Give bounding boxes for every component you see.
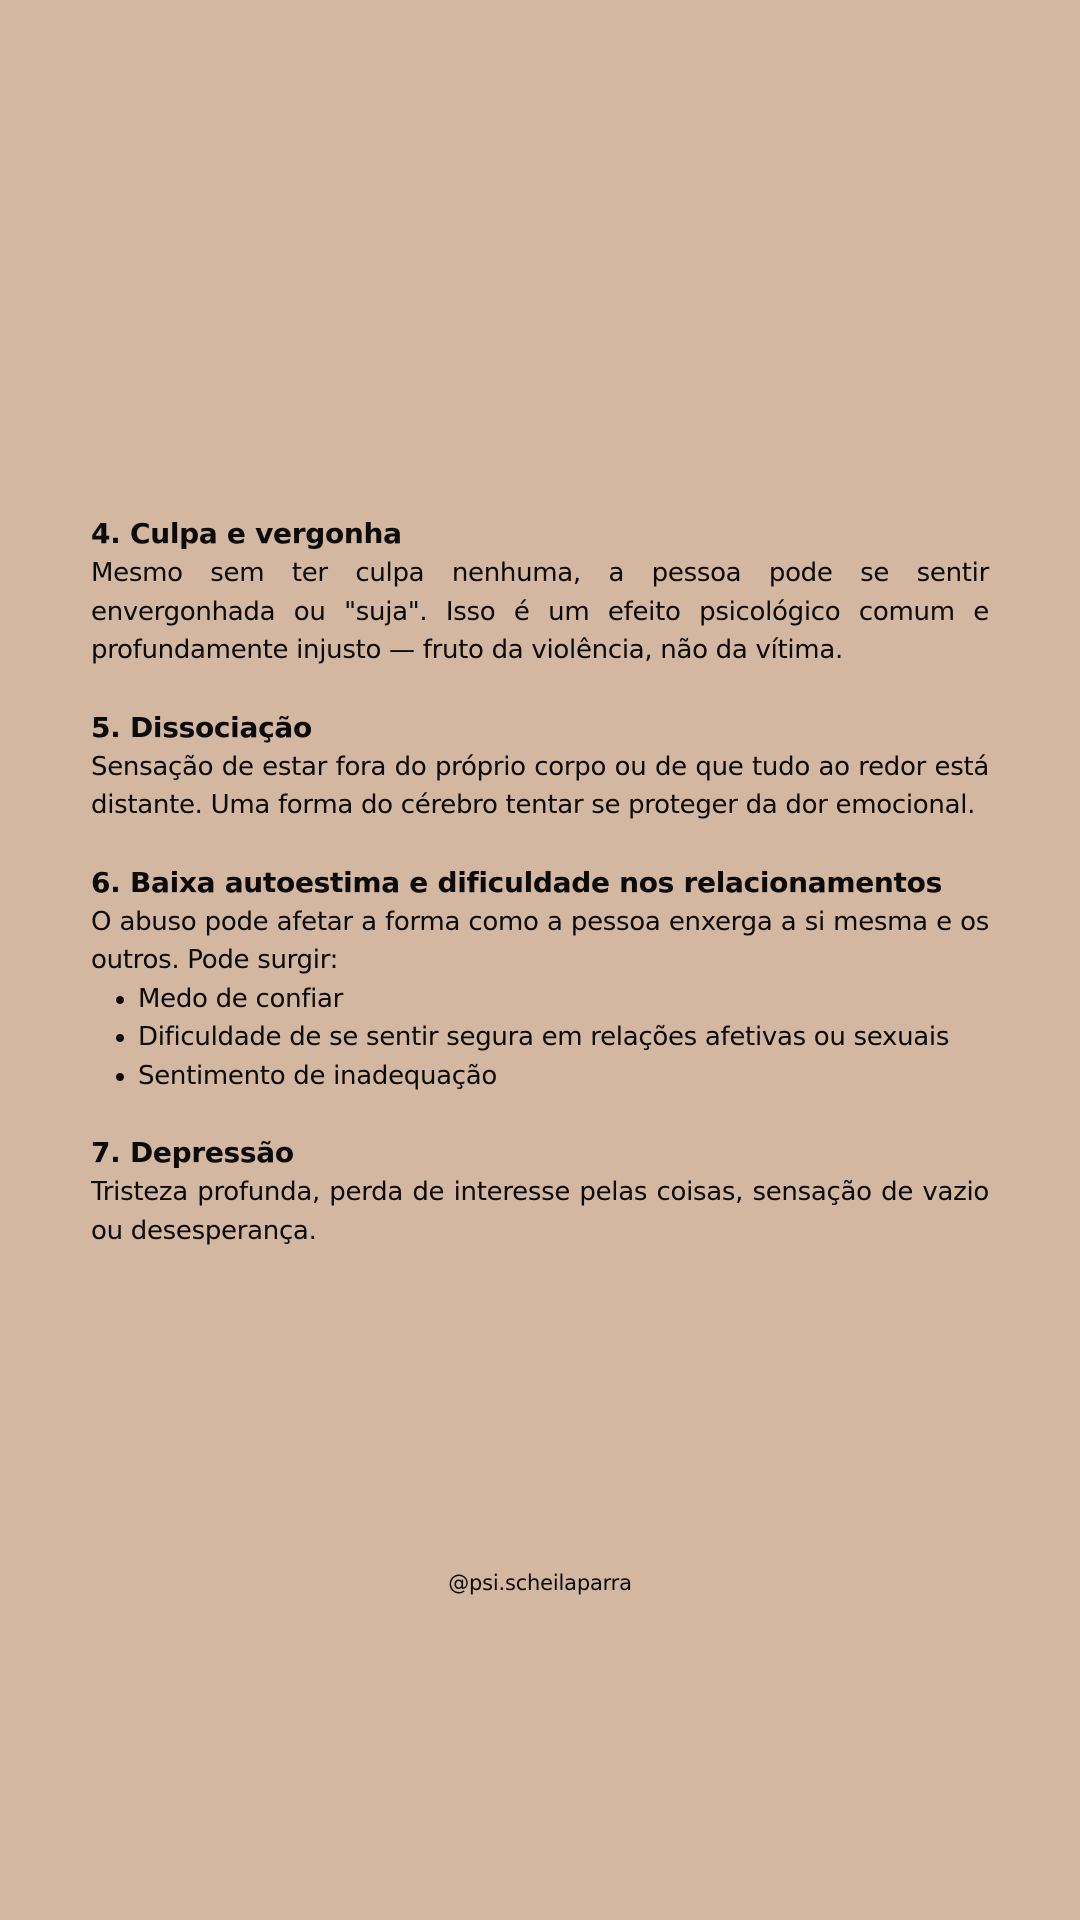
section-depressao <box>91 1133 989 1250</box>
section-body: Tristeza profunda, perda de interesse pelas coisas, sensação de vazio ou desesperança. <box>91 1177 989 1246</box>
list-item: • Sentimento de inadequação <box>138 1057 989 1096</box>
section-title: 6. Baixa autoestima e dificuldade nos relacionamentos <box>91 865 942 899</box>
section-body: O abuso pode afetar a forma como a pessoa enxerga a si mesma e os outros. Pode surgir: <box>91 906 989 975</box>
bullet-list <box>91 980 989 1096</box>
list-item: • Medo de confiar <box>138 980 989 1019</box>
section-dissociacao <box>91 708 989 825</box>
section-title: 7. Depressão <box>91 1136 294 1169</box>
author-handle: @psi.scheilaparra <box>448 1571 632 1595</box>
section-body: Sensação de estar fora do próprio corpo ou de que tudo ao redor está distante. Uma forma do cérebro tentar se proteger da dor emocional. <box>91 751 989 820</box>
section-title: 4. Culpa e vergonha <box>91 517 402 550</box>
section-culpa-vergonha <box>91 514 989 670</box>
list-item: • Dificuldade de se sentir segura em relações afetivas ou sexuais <box>138 1018 989 1057</box>
section-baixa-autoestima <box>91 863 989 1096</box>
main-content <box>91 514 989 1288</box>
section-body: Mesmo sem ter culpa nenhuma, a pessoa pode se sentir envergonhada ou "suja". Isso é um efeito psicológico comum e profundamente injusto — fruto da violência, não da vítima. <box>91 558 989 665</box>
section-title: 5. Dissociação <box>91 710 312 744</box>
